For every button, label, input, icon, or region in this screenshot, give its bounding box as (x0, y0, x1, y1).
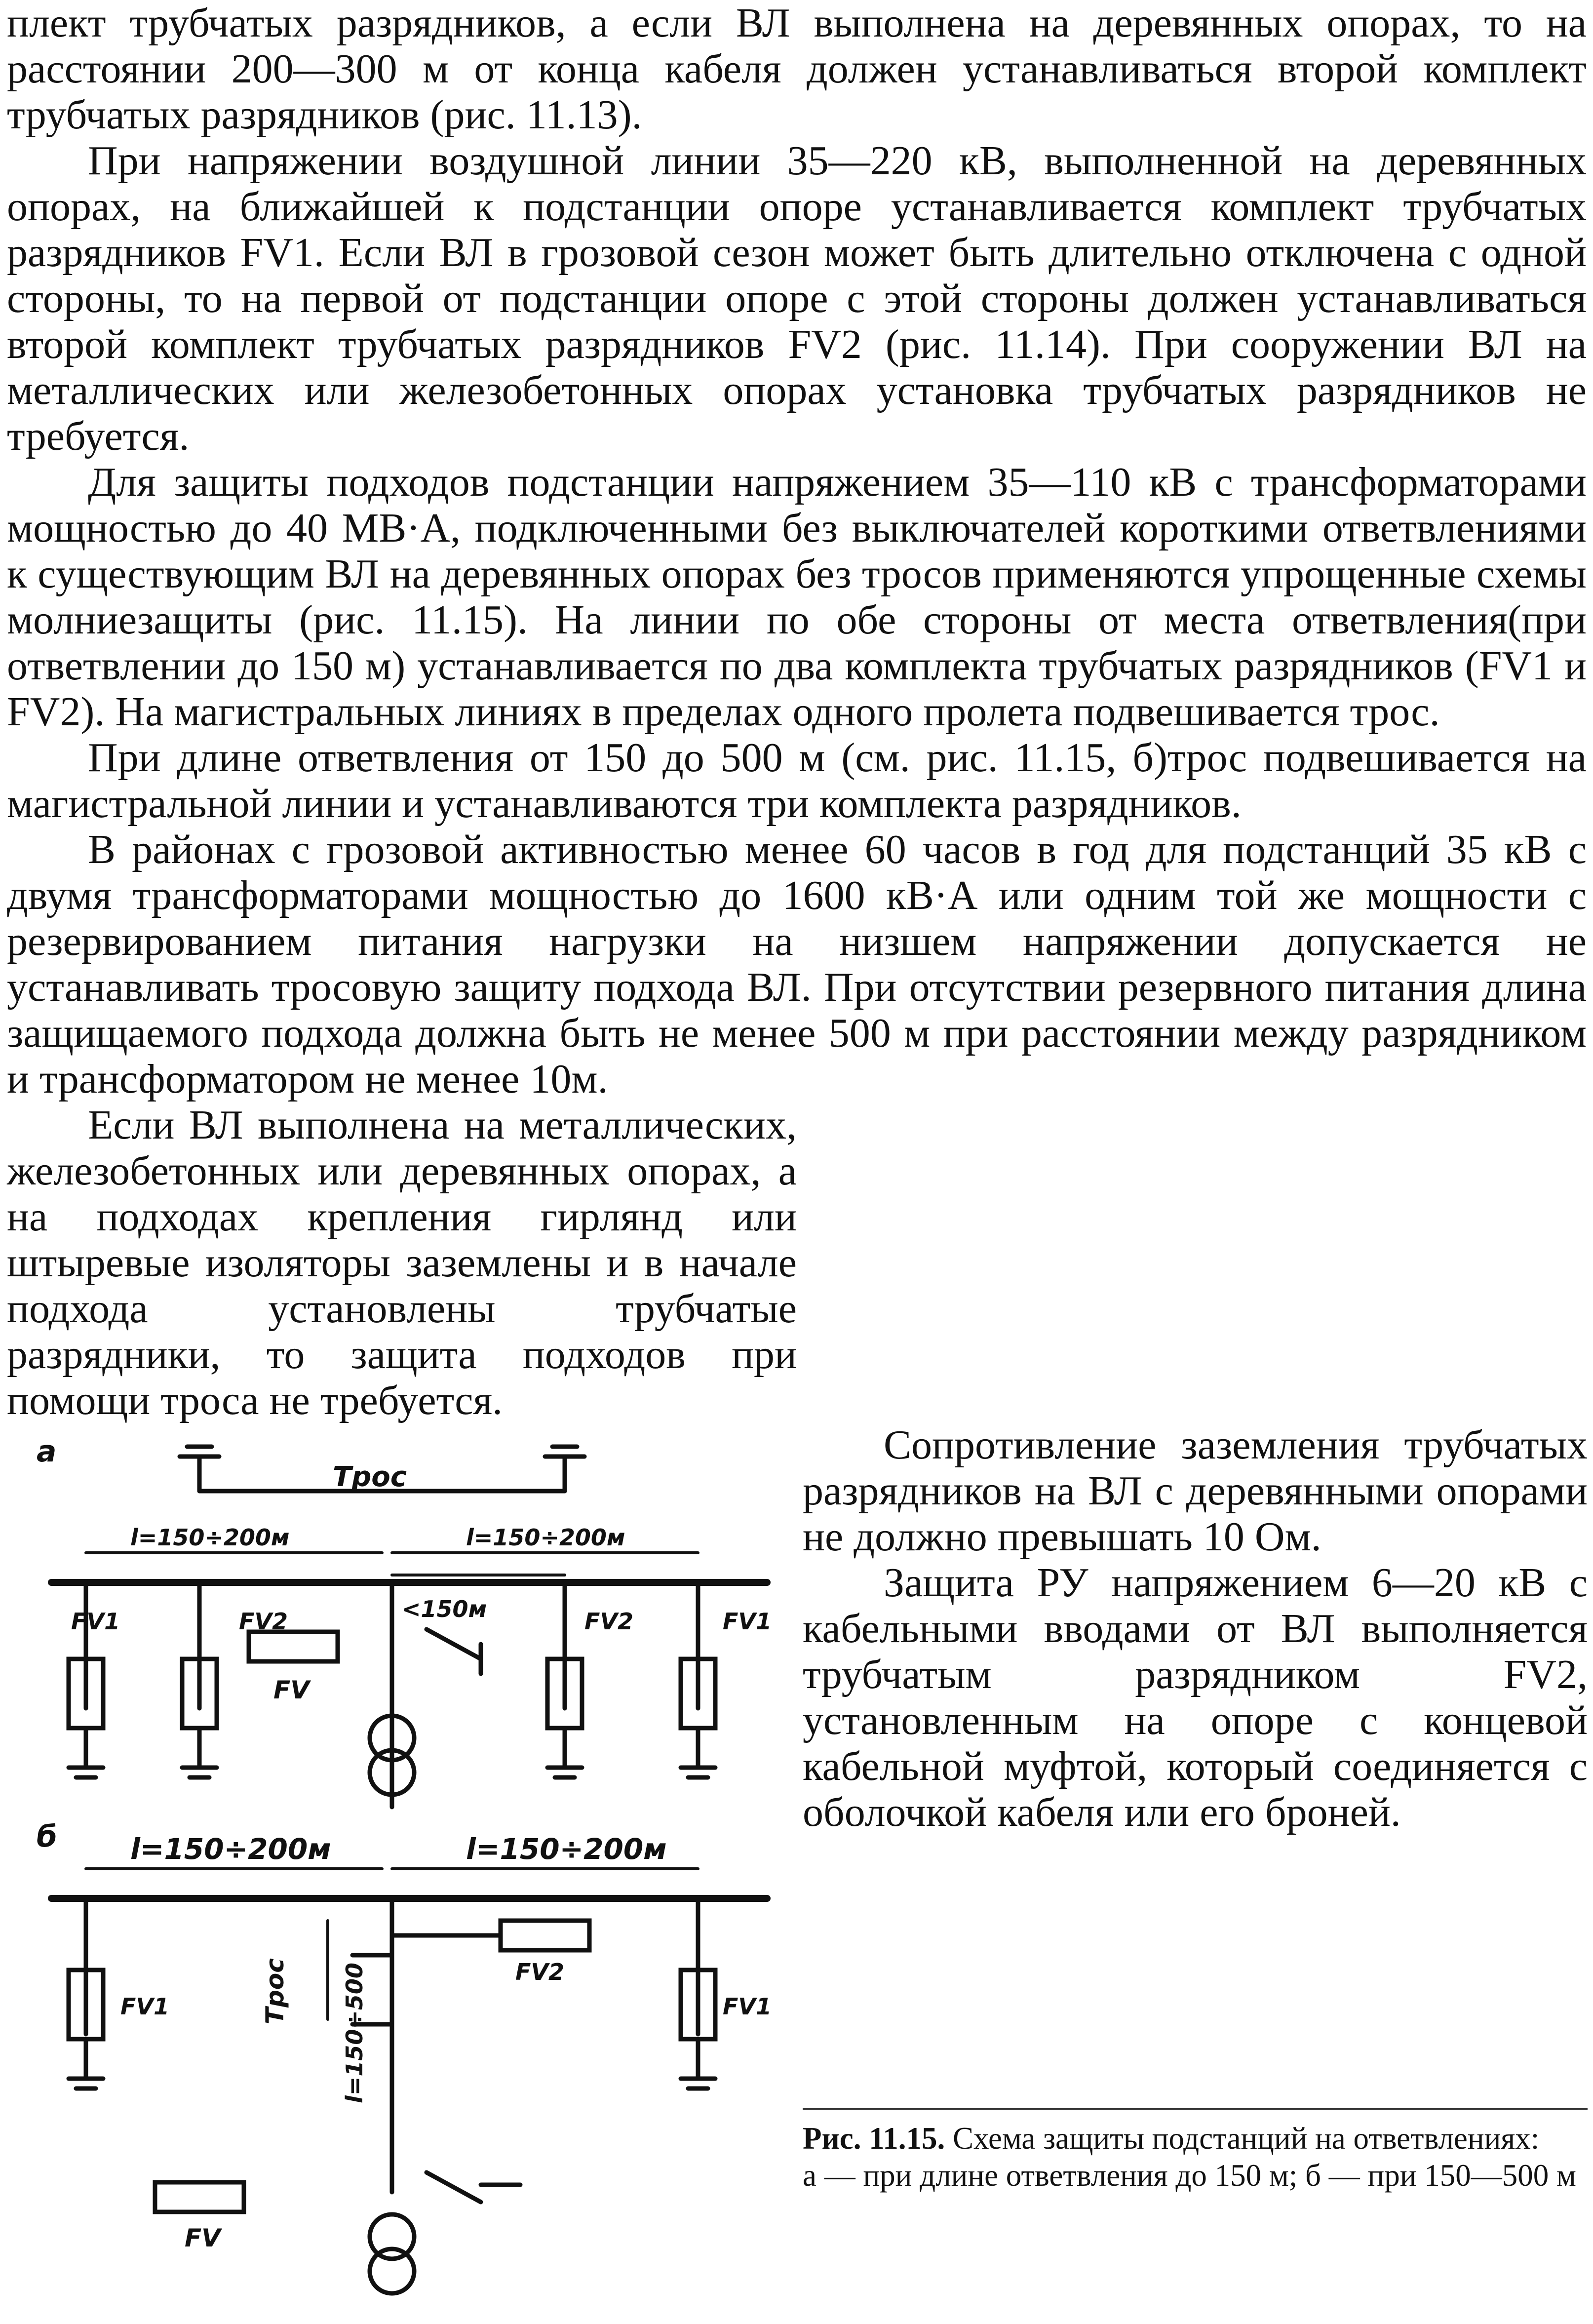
branch-label-a: <150м (402, 1596, 487, 1622)
paragraph-2: При напряжении воздушной линии 35—220 кВ, выполненной на деревянных опорах, на ближайшей к подстанции опоре устанавливается комплект трубчатых разрядников FV1. Если ВЛ в грозовой сезон может быть длительно отключена с одной стороны, то на первой от подстанции опоре с этой стороны должен устанавливаться второй комплект трубчатых разрядников FV2 (рис. 11.14). При сооружении ВЛ на металлических или железобетонных опорах установка трубчатых разрядников не требуется. (7, 138, 1587, 459)
paragraph-6: Если ВЛ выполнена на металлических, железобетонных или деревянных опорах, а на подходах крепления гирлянд или штыревые изоляторы заземлены и в начале подхода установлены трубчатые разрядники, то защита подходов при помощи троса не требуется. (7, 1102, 797, 1423)
tros-label: Трос (333, 1461, 407, 1493)
panel-b-label: б (37, 1819, 57, 1854)
fv-label-b: FV (185, 2224, 221, 2252)
caption-divider (803, 2108, 1588, 2110)
branch-label-b: l=150÷500 (341, 1963, 368, 2103)
paragraph-3: Для защиты подходов подстанции напряжением 35—110 кВ с трансформаторами мощностью до 40 МВ·А, подключенными без выключателей короткими ответвлениями к существующим ВЛ на деревянных опорах без тросов применяются упрощенные схемы молниезащиты (рис. 11.15). На линии по обе стороны от места ответвления(при ответвлении до 150 м) устанавливается по два комплекта трубчатых разрядников (FV1 и FV2). На магистральных линиях в пределах одного пролета подвешивается трос. (7, 459, 1587, 735)
panel-a-label: а (37, 1434, 57, 1469)
span-label-a-right: l=150÷200м (466, 1524, 625, 1551)
fv2-label-b: FV2 (515, 1959, 565, 1985)
fv-label-a: FV (273, 1676, 310, 1704)
figure-caption (803, 2120, 1588, 2194)
fv1-label-a-left: FV1 (71, 1608, 120, 1635)
fv2-label-a-right: FV2 (584, 1608, 634, 1635)
paragraph-4: При длине ответвления от 150 до 500 м (см. рис. 11.15, б)трос подвешивается на магистральной линии и устанавливаются три комплекта разрядников. (7, 735, 1587, 827)
figure-11-15-diagram (7, 1422, 792, 2321)
fv1-label-b-left: FV1 (120, 1993, 170, 2020)
fv1-label-b-right: FV1 (723, 1993, 772, 2020)
main-text (7, 0, 1587, 1423)
fv2-label-a-left: FV2 (239, 1608, 288, 1635)
caption-title: Схема защиты подстанций на ответвлениях: (953, 2121, 1540, 2156)
caption-legend: а — при длине ответвления до 150 м; б — при 150—500 м (803, 2158, 1576, 2193)
paragraph-5: В районах с грозовой активностью менее 60 часов в год для подстанций 35 кВ с двумя трансформаторами мощностью до 1600 кВ·А или одним той же мощности с резервированием питания нагрузки на низшем напряжении допускается не устанавливать тросовую защиту подхода ВЛ. При отсутствии резервного питания длина защищаемого подхода должна быть не менее 500 м при расстоянии между разрядником и трансформатором не менее 10м. (7, 827, 1587, 1102)
span-label-b-left: l=150÷200м (130, 1832, 331, 1866)
span-label-a-left: l=150÷200м (130, 1524, 290, 1551)
fv1-label-a-right: FV1 (723, 1608, 772, 1635)
right-column-text (803, 1422, 1588, 1835)
caption-label: Рис. 11.15. (803, 2121, 945, 2156)
paragraph-7: Сопротивление заземления трубчатых разрядников на ВЛ с деревянными опорами не должно превышать 10 Ом. (803, 1422, 1588, 1560)
span-label-b-right: l=150÷200м (466, 1832, 667, 1866)
tros-label-b: Трос (261, 1958, 289, 2024)
paragraph-8: Защита РУ напряжением 6—20 кВ с кабельными вводами от ВЛ выполняется трубчатым разрядником FV2, установленным на опоре с концевой кабельной муфтой, который соединяется с оболочкой кабеля или его броней. (803, 1560, 1588, 1835)
paragraph-1: плект трубчатых разрядников, а если ВЛ выполнена на деревянных опорах, то на расстоянии 200—300 м от конца кабеля должен устанавливаться второй комплект трубчатых разрядников (рис. 11.13). (7, 0, 1587, 138)
